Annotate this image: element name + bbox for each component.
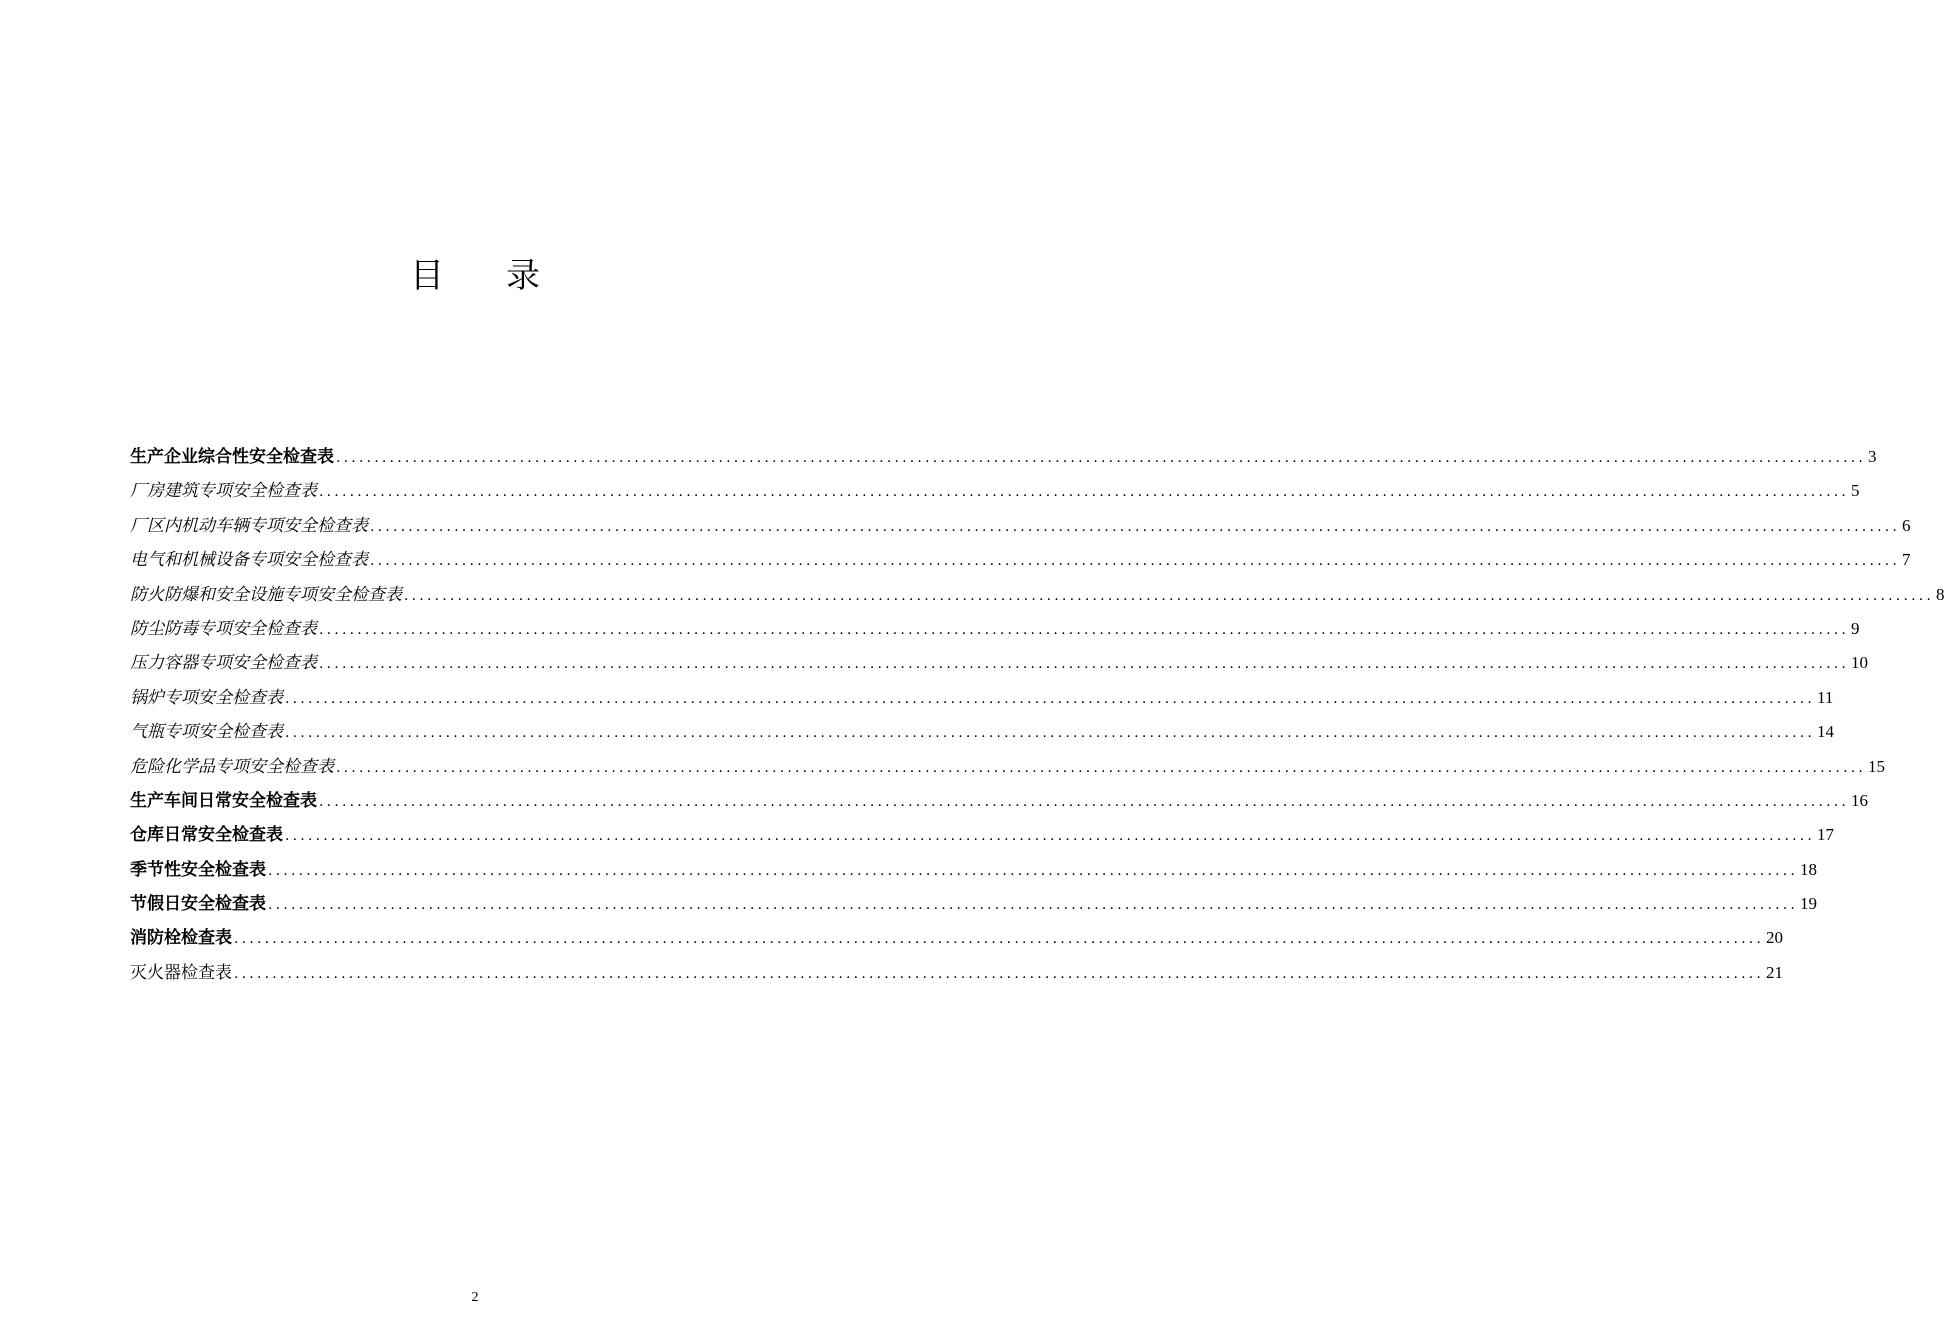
toc-entry-page-number: 21 (1766, 962, 1784, 982)
toc-leader-dots: ........................................................................................................................................................................................................ (268, 862, 1799, 879)
toc-entry[interactable] (130, 715, 1835, 749)
toc-entry-page-number: 9 (1851, 618, 1860, 638)
toc-leader-dots: ........................................................................................................................................................................................................ (285, 828, 1816, 845)
toc-entry-label: 防火防爆和安全设施专项安全检查表 (130, 584, 402, 605)
toc-entry-page-number: 7 (1902, 550, 1911, 570)
footer-page-number: 2 (471, 1290, 479, 1305)
toc-entry-label: 气瓶专项安全检查表 (130, 722, 283, 743)
toc-entry-label: 防尘防毒专项安全检查表 (130, 618, 317, 639)
toc-entry-page-number: 5 (1851, 481, 1860, 501)
toc-entry-label: 锅炉专项安全检查表 (130, 687, 283, 708)
toc-entry[interactable] (130, 509, 1911, 543)
toc-entry-page-number: 14 (1817, 722, 1835, 742)
toc-entry[interactable] (130, 578, 1945, 612)
toc-entry-label: 季节性安全检查表 (130, 859, 266, 880)
toc-leader-dots: ........................................................................................................................................................................................................ (234, 965, 1765, 982)
toc-entry-label: 生产企业综合性安全检查表 (130, 447, 334, 467)
toc-leader-dots: ........................................................................................................................................................................................................ (285, 690, 1816, 707)
toc-entry-page-number: 15 (1868, 756, 1886, 776)
toc-entry-label: 厂区内机动车辆专项安全检查表 (130, 515, 368, 536)
toc-entry[interactable] (130, 440, 1877, 474)
title-char-1: 目 (410, 256, 444, 296)
toc-entry-page-number: 6 (1902, 515, 1911, 535)
toc-entry-label: 节假日安全检查表 (130, 894, 266, 915)
toc-entry[interactable] (130, 646, 1869, 680)
page-title (0, 248, 950, 297)
toc-entry[interactable] (130, 956, 1784, 990)
toc-leader-dots: ........................................................................................................................................................................................................ (370, 518, 1901, 535)
toc-entry-page-number: 11 (1817, 687, 1834, 707)
toc-entry-page-number: 16 (1851, 790, 1869, 810)
toc-entry[interactable] (130, 750, 1886, 784)
toc-entry-label: 仓库日常安全检查表 (130, 825, 283, 846)
toc-entry-page-number: 18 (1800, 859, 1818, 879)
toc-leader-dots: ........................................................................................................................................................................................................ (319, 484, 1850, 501)
toc-entry-page-number: 10 (1851, 653, 1869, 673)
toc-leader-dots: ........................................................................................................................................................................................................ (234, 931, 1765, 948)
title-char-2: 录 (506, 256, 540, 296)
toc-leader-dots: ........................................................................................................................................................................................................ (370, 553, 1901, 570)
toc-leader-dots: ........................................................................................................................................................................................................ (285, 725, 1816, 742)
toc-leader-dots: ........................................................................................................................................................................................................ (319, 656, 1850, 673)
toc-entry-label: 灭火器检查表 (130, 962, 232, 983)
toc-entry-label: 压力容器专项安全检查表 (130, 653, 317, 674)
toc-leader-dots: ........................................................................................................................................................................................................ (336, 759, 1867, 776)
table-of-contents (130, 440, 1945, 990)
toc-leader-dots: ........................................................................................................................................................................................................ (268, 897, 1799, 914)
toc-entry[interactable] (130, 887, 1818, 921)
toc-entry-page-number: 8 (1936, 584, 1945, 604)
toc-leader-dots: ........................................................................................................................................................................................................ (319, 621, 1850, 638)
toc-entry[interactable] (130, 474, 1860, 508)
toc-entry[interactable] (130, 853, 1818, 887)
toc-entry-page-number: 3 (1868, 447, 1877, 466)
toc-entry-label: 生产车间日常安全检查表 (130, 790, 317, 811)
toc-entry-label: 厂房建筑专项安全检查表 (130, 481, 317, 502)
toc-entry[interactable] (130, 543, 1911, 577)
toc-entry-page-number: 20 (1766, 928, 1784, 948)
toc-entry[interactable] (130, 921, 1784, 955)
toc-entry-label: 危险化学品专项安全检查表 (130, 756, 334, 777)
toc-entry-page-number: 19 (1800, 894, 1818, 914)
toc-entry-label: 消防栓检查表 (130, 928, 232, 949)
toc-entry[interactable] (130, 784, 1869, 818)
toc-entry[interactable] (130, 612, 1860, 646)
toc-leader-dots: ........................................................................................................................................................................................................ (404, 587, 1935, 604)
toc-entry-page-number: 17 (1817, 825, 1835, 845)
toc-entry-label: 电气和机械设备专项安全检查表 (130, 550, 368, 571)
toc-leader-dots: ........................................................................................................................................................................................................ (319, 793, 1850, 810)
toc-entry[interactable] (130, 818, 1835, 852)
toc-entry[interactable] (130, 681, 1834, 715)
toc-leader-dots: ........................................................................................................................................................................................................ (336, 450, 1867, 466)
